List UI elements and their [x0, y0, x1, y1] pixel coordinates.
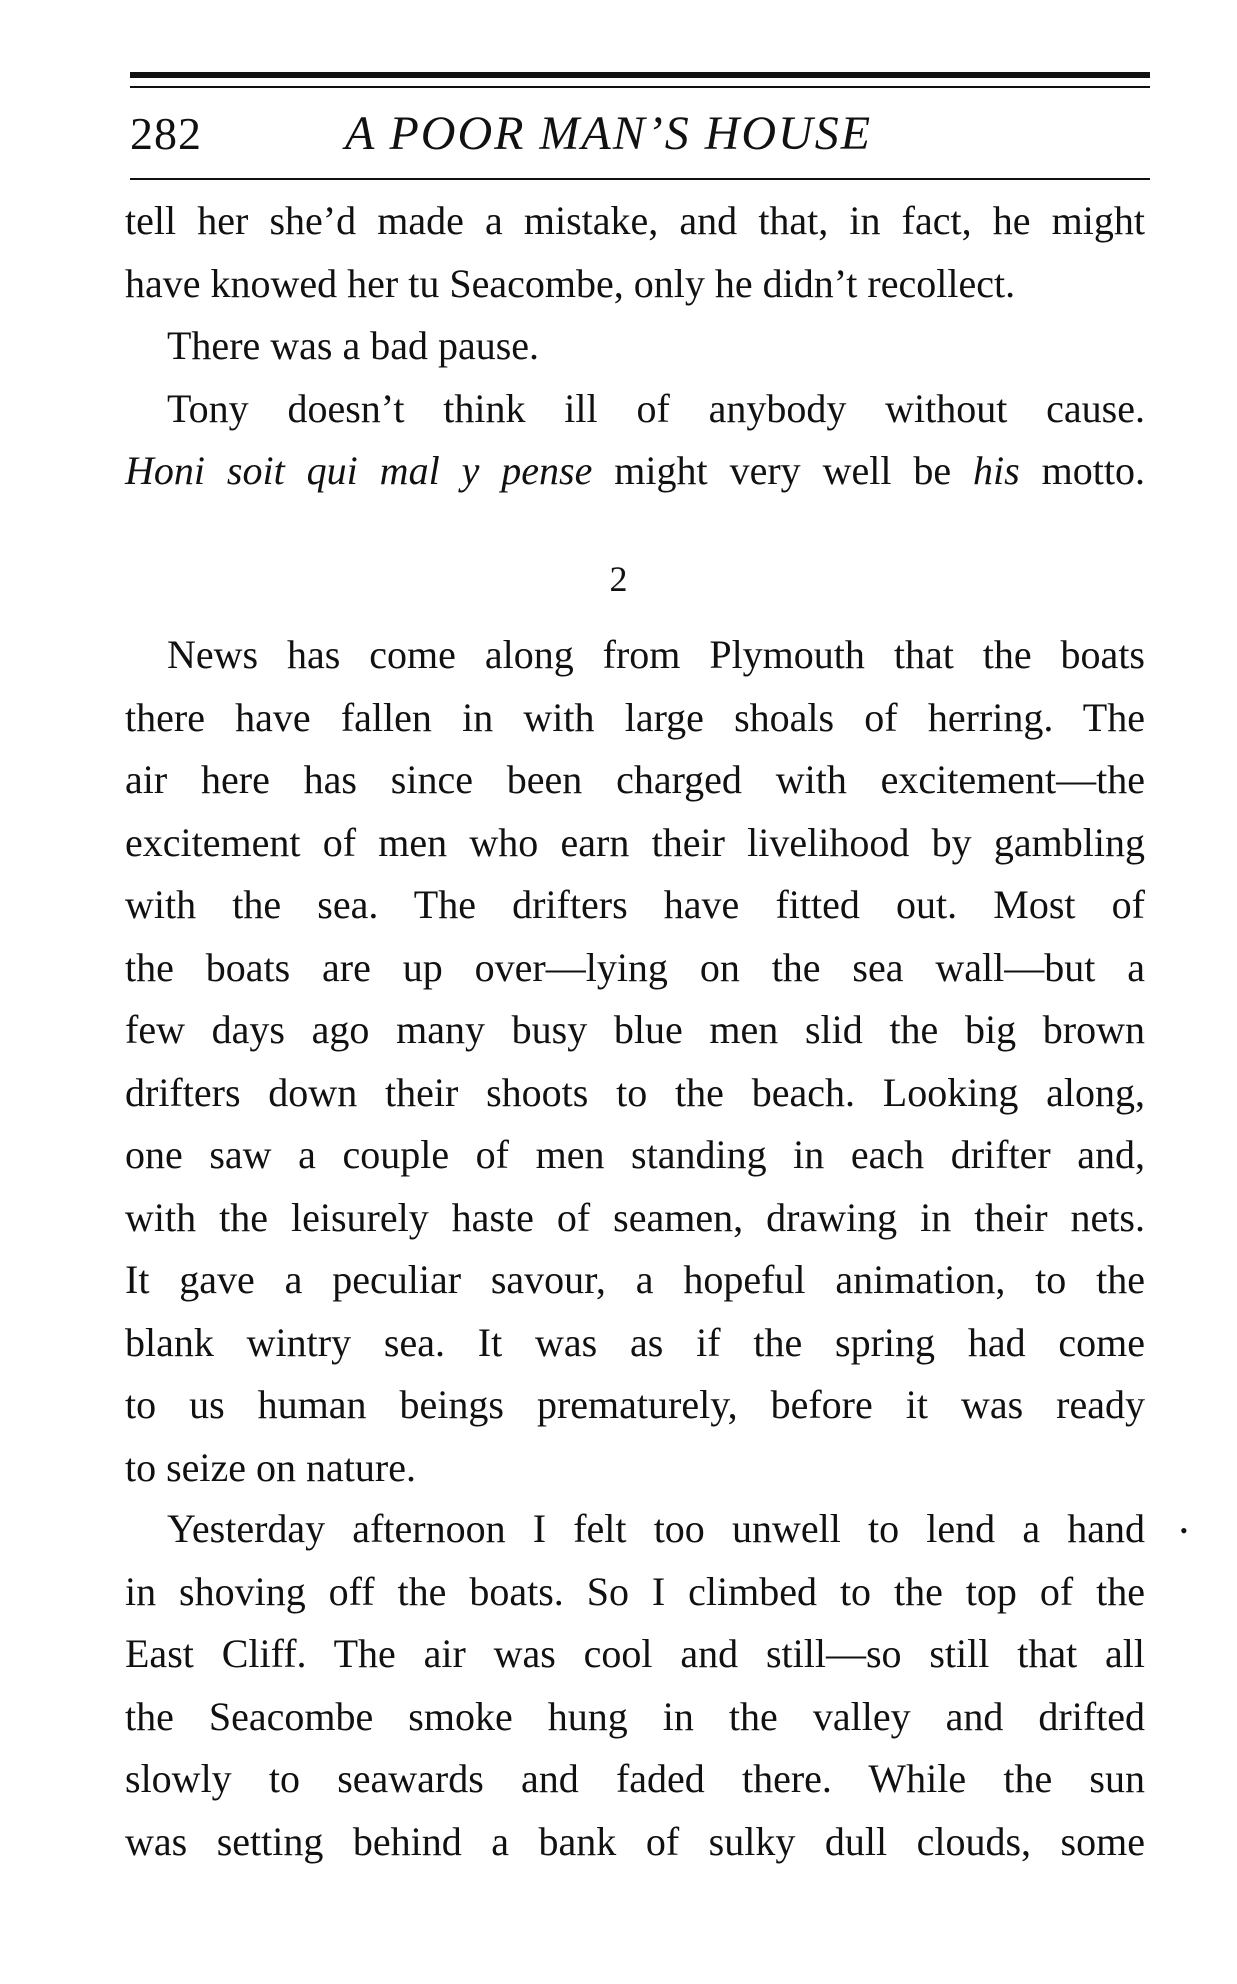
text-line: few days ago many busy blue men slid the big brown [125, 1007, 1145, 1052]
text-line: News has come along from Plymouth that the boats [167, 632, 1145, 677]
header-rule-thin [130, 86, 1150, 88]
text-fragment: motto. [1019, 448, 1146, 493]
paragraph-news [125, 624, 1145, 1499]
text-line: tell her she’d made a mistake, and that, in fact, he might [125, 198, 1145, 243]
text-line: have knowed her tu Seacombe, only he didn’t recollect. [125, 260, 1016, 306]
text-line: slowly to seawards and faded there. While the sun [125, 1756, 1145, 1801]
section-number: 2 [609, 559, 628, 599]
text-line: East Cliff. The air was cool and still—so still that all [125, 1631, 1145, 1676]
text-line: one saw a couple of men standing in each drifter and, [125, 1132, 1145, 1177]
margin-dot: • [1180, 1518, 1188, 1543]
text-line: There was a bad pause. [167, 323, 540, 368]
text-line: Tony doesn’t think ill of anybody without cause. [167, 385, 1145, 431]
text-line: was setting behind a bank of sulky dull clouds, some [125, 1818, 1145, 1864]
text-line: to seize on nature. [125, 1444, 416, 1490]
header-rule-thick [130, 72, 1150, 78]
text-line: excitement of men who earn their livelihood by gambling [125, 819, 1145, 865]
text-line: with the sea. The drifters have fitted out. Most of [125, 882, 1145, 927]
emphasis-his: his [973, 448, 1020, 493]
text-line: with the leisurely haste of seamen, drawing in their nets. [125, 1194, 1145, 1240]
text-fragment: might very well be [592, 448, 974, 493]
text-line: air here has since been charged with excitement—the [125, 757, 1145, 802]
text-line: the boats are up over—lying on the sea wall—but a [125, 944, 1145, 990]
page-number: 282 [130, 108, 202, 159]
running-title: A POOR MAN’S HOUSE [345, 107, 873, 160]
text-line: Yesterday afternoon I felt too unwell to lend a hand [167, 1506, 1145, 1551]
header-rule-bottom [130, 178, 1150, 180]
text-line: drifters down their shoots to the beach. Looking along, [125, 1069, 1145, 1115]
paragraph-yesterday [125, 1498, 1145, 1873]
text-line: there have fallen in with large shoals of herring. The [125, 694, 1145, 740]
text-line-mixed [125, 440, 1145, 503]
latin-motto: Honi soit qui mal y pense [125, 448, 593, 493]
text-line: the Seacombe smoke hung in the valley and drifted [125, 1693, 1145, 1739]
text-line: blank wintry sea. It was as if the spring had come [125, 1319, 1145, 1365]
text-block-top [125, 190, 1145, 503]
text-line: It gave a peculiar savour, a hopeful animation, to the [125, 1257, 1145, 1302]
text-line: to us human beings prematurely, before it was ready [125, 1382, 1145, 1427]
text-line: in shoving off the boats. So I climbed to the top of the [125, 1568, 1145, 1614]
